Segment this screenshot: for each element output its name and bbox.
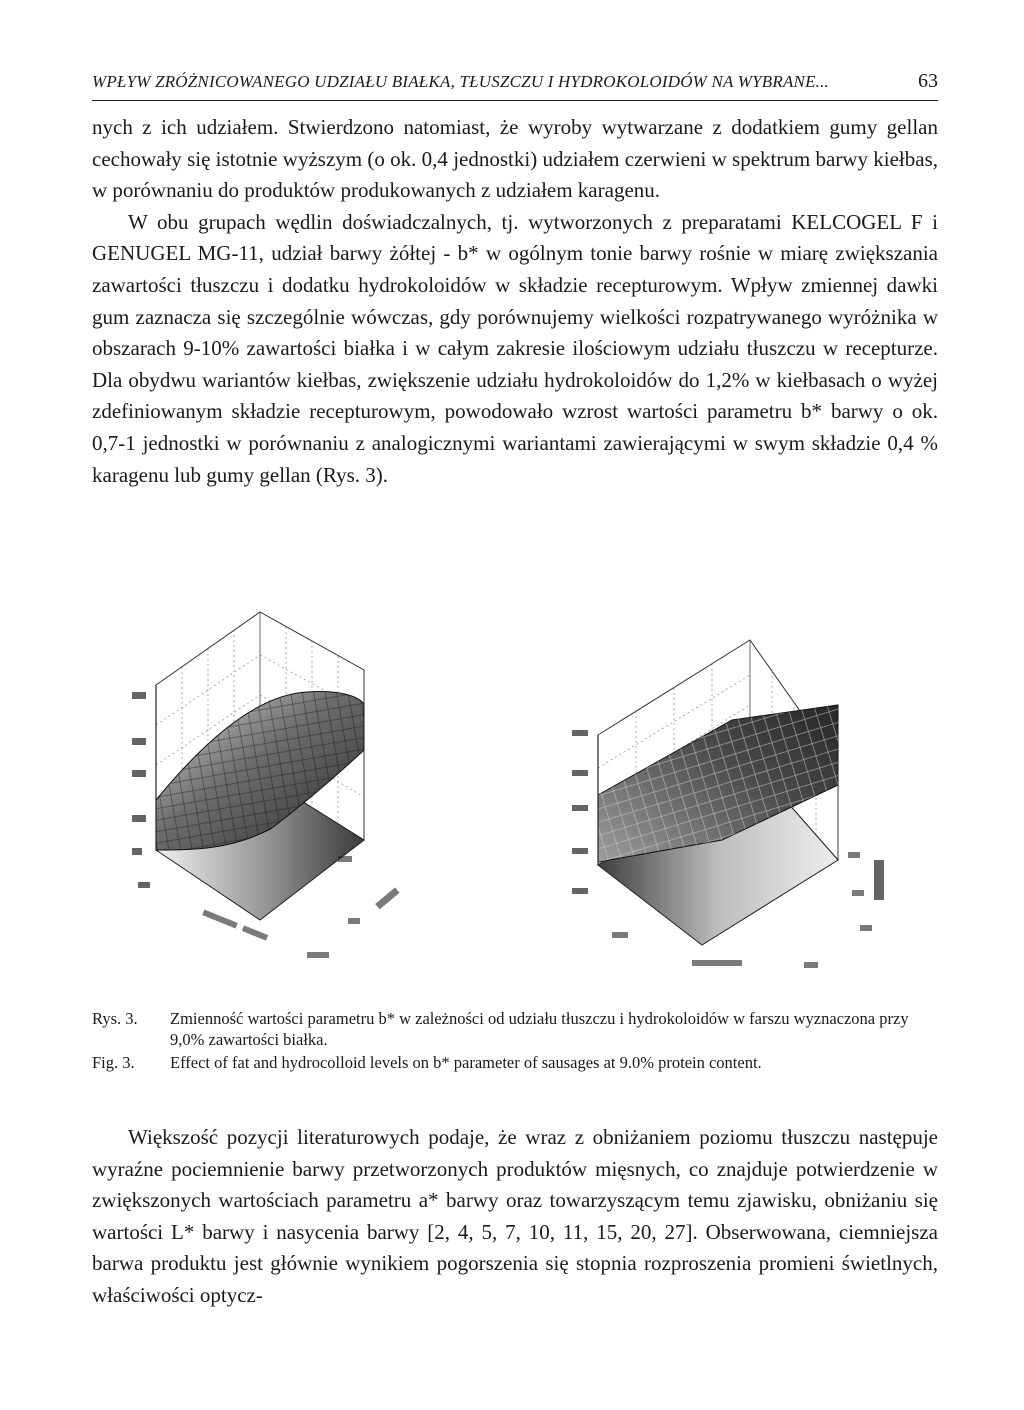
paragraph-1: nych z ich udziałem. Stwierdzono natomiast, że wyroby wytwarzane z dodatkiem gumy gellan cechowały się istotnie wyższym (o ok. 0,4 jednostki) udziałem czerwieni w spektrum barwy kiełbas, w porównaniu do produktów produkowanych z udziałem karagenu.: [92, 115, 938, 203]
paragraph-3: Większość pozycji literaturowych podaje, że wraz z obniżaniem poziomu tłuszczu następuje wyraźne pociemnienie barwy przetworzonych produktów mięsnych, co znajduje potwierdzenie w zwiększonych wartościach parametru a* barwy oraz towarzyszącym temu zjawisku, obniżaniu się wartości L* barwy i nasycenia barwy [2, 4, 5, 7, 10, 11, 15, 20, 27]. Obserwowana, ciemniejsza barwa produktu jest głównie wynikiem pogorszenia się stopnia rozproszenia promieni świetlnych, właściwości optycz-: [92, 1125, 938, 1307]
body-text-top: [92, 112, 938, 491]
figure-caption: [92, 1008, 938, 1073]
paragraph-2: W obu grupach wędlin doświadczalnych, tj. wytworzonych z preparatami KELCOGEL F i GENUGEL MG-11, udział barwy żółtej - b* w ogólnym tonie barwy rośnie w miarę zwiększania zawartości tłuszczu i dodatku hydrokoloidów w składzie recepturowym. Wpływ zmiennej dawki gum zaznacza się szczególnie wówczas, gdy porównujemy wielkości rozpatrywanego wyróżnika w obszarach 9-10% zawartości białka i w całym zakresie ilościowym udziału tłuszczu w recepturze. Dla obydwu wariantów kiełbas, zwiększenie udziału hydrokoloidów do 1,2% w kiełbasach o wyżej zdefiniowanym składzie recepturowym, powodowało wzrost wartości parametru b* barwy o ok. 0,7-1 jednostki w porównaniu z analogicznymi wariantami zawierającymi w swym składzie 0,4 % karagenu lub gumy gellan (Rys. 3).: [92, 209, 938, 487]
running-header: [92, 66, 938, 101]
surface-plot-left: [102, 600, 462, 980]
caption-en-text: Effect of fat and hydrocolloid levels on b* parameter of sausages at 9.0% protein content.: [170, 1053, 762, 1072]
figure-3: [92, 600, 938, 980]
running-title: WPŁYW ZRÓŻNICOWANEGO UDZIAŁU BIAŁKA, TŁUSZCZU I HYDROKOLOIDÓW NA WYBRANE...: [92, 72, 830, 91]
caption-pl: [92, 1008, 938, 1050]
caption-pl-label: Rys. 3.: [92, 1009, 138, 1028]
caption-en-label: Fig. 3.: [92, 1053, 135, 1072]
surface-plot-right: [542, 600, 922, 980]
caption-en: [92, 1052, 938, 1073]
caption-pl-text: Zmienność wartości parametru b* w zależności od udziału tłuszczu i hydrokoloidów w farszu wyznaczona przy 9,0% zawartości białka.: [170, 1009, 909, 1049]
body-text-bottom: [92, 1122, 938, 1312]
page-number: 63: [918, 70, 938, 92]
